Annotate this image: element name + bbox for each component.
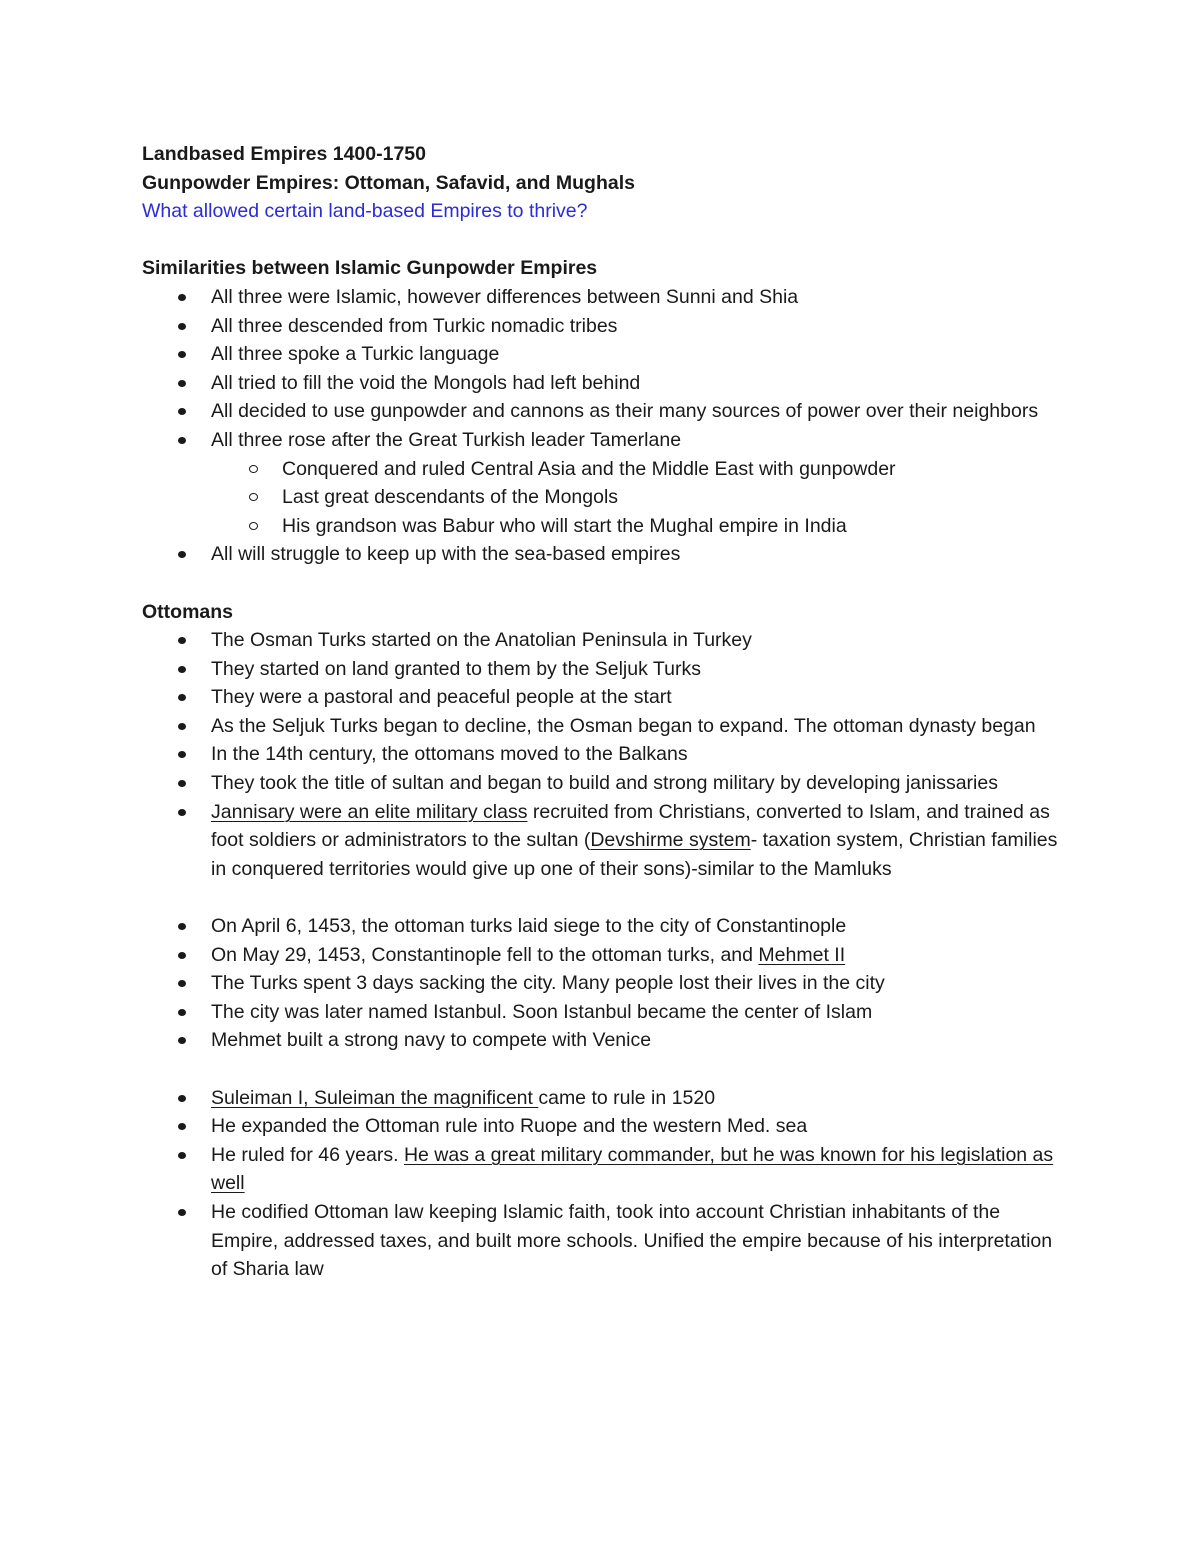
list-item: All decided to use gunpowder and cannons as their many sources of power over their neighbors — [142, 397, 1072, 426]
spacer — [142, 569, 1072, 598]
guiding-question: What allowed certain land-based Empires to thrive? — [142, 200, 588, 223]
similarities-heading: Similarities between Islamic Gunpowder Empires — [142, 257, 598, 280]
list-item: The Osman Turks started on the Anatolian Peninsula in Turkey — [142, 626, 1072, 655]
document-page — [142, 140, 1072, 1284]
list-item: All tried to fill the void the Mongols had left behind — [142, 369, 1072, 398]
list-item-jannisary: Jannisary were an elite military class recruited from Christians, converted to Islam, and trained as foot soldiers or administrators to the sultan (Devshirme system- taxation system, Christian families in conquered territories would give up one of their sons)-similar to the Mamluks — [142, 798, 1072, 884]
list-item-ruled: He ruled for 46 years. He was a great military commander, but he was known for his legislation as well — [142, 1141, 1072, 1198]
bullet-icon — [178, 723, 186, 730]
bullet-icon — [178, 980, 186, 987]
list-item: The Turks spent 3 days sacking the city. Many people lost their lives in the city — [142, 969, 1072, 998]
bullet-icon — [178, 551, 186, 558]
bullet-icon — [178, 666, 186, 673]
bullet-icon — [178, 1152, 186, 1159]
list-item: All three were Islamic, however differences between Sunni and Shia — [142, 283, 1072, 312]
list-item: Mehmet built a strong navy to compete with Venice — [142, 1026, 1072, 1055]
bullet-icon — [178, 380, 186, 387]
bullet-icon — [178, 1095, 186, 1102]
bullet-icon — [178, 923, 186, 930]
ottomans-list — [142, 626, 1072, 883]
document-subtitle: Gunpowder Empires: Ottoman, Safavid, and Mughals — [142, 171, 635, 194]
sub-list-item: Last great descendants of the Mongols — [142, 483, 1072, 512]
bullet-icon — [178, 1123, 186, 1130]
hollow-bullet-icon — [249, 493, 258, 501]
suleiman-list — [142, 1084, 1072, 1284]
bullet-icon — [178, 351, 186, 358]
bullet-icon — [178, 1037, 186, 1044]
spacer — [142, 1055, 1072, 1084]
ottomans-heading: Ottomans — [142, 600, 234, 623]
bullet-icon — [178, 437, 186, 444]
list-item: The city was later named Istanbul. Soon Istanbul became the center of Islam — [142, 998, 1072, 1027]
bullet-icon — [178, 1209, 186, 1216]
list-item: All will struggle to keep up with the sea-based empires — [142, 540, 1072, 569]
constantinople-list — [142, 912, 1072, 1055]
list-item: All three rose after the Great Turkish leader Tamerlane — [142, 426, 1072, 455]
list-item: All three spoke a Turkic language — [142, 340, 1072, 369]
bullet-icon — [178, 780, 186, 787]
list-item: All three descended from Turkic nomadic tribes — [142, 312, 1072, 341]
bullet-icon — [178, 637, 186, 644]
similarities-list — [142, 283, 1072, 569]
list-item: He expanded the Ottoman rule into Ruope and the western Med. sea — [142, 1112, 1072, 1141]
list-item: They were a pastoral and peaceful people at the start — [142, 683, 1072, 712]
sub-list-item: Conquered and ruled Central Asia and the Middle East with gunpowder — [142, 455, 1072, 484]
list-item: On April 6, 1453, the ottoman turks laid siege to the city of Constantinople — [142, 912, 1072, 941]
bullet-icon — [178, 408, 186, 415]
list-item: As the Seljuk Turks began to decline, the Osman began to expand. The ottoman dynasty began — [142, 712, 1072, 741]
list-item-suleiman: Suleiman I, Suleiman the magnificent came to rule in 1520 — [142, 1084, 1072, 1113]
list-item: They started on land granted to them by the Seljuk Turks — [142, 655, 1072, 684]
hollow-bullet-icon — [249, 522, 258, 530]
sub-list-item: His grandson was Babur who will start the Mughal empire in India — [142, 512, 1072, 541]
list-item: They took the title of sultan and began to build and strong military by developing janissaries — [142, 769, 1072, 798]
bullet-icon — [178, 751, 186, 758]
list-item: He codified Ottoman law keeping Islamic faith, took into account Christian inhabitants of the Empire, addressed taxes, and built more schools. Unified the empire because of his interpretation of Sharia law — [142, 1198, 1072, 1284]
bullet-icon — [178, 952, 186, 959]
bullet-icon — [178, 294, 186, 301]
list-item-mehmet: On May 29, 1453, Constantinople fell to the ottoman turks, and Mehmet II — [142, 941, 1072, 970]
bullet-icon — [178, 694, 186, 701]
list-item: In the 14th century, the ottomans moved to the Balkans — [142, 740, 1072, 769]
hollow-bullet-icon — [249, 465, 258, 473]
spacer — [142, 226, 1072, 255]
document-title: Landbased Empires 1400-1750 — [142, 143, 426, 165]
spacer — [142, 883, 1072, 912]
bullet-icon — [178, 1009, 186, 1016]
bullet-icon — [178, 809, 186, 816]
bullet-icon — [178, 323, 186, 330]
